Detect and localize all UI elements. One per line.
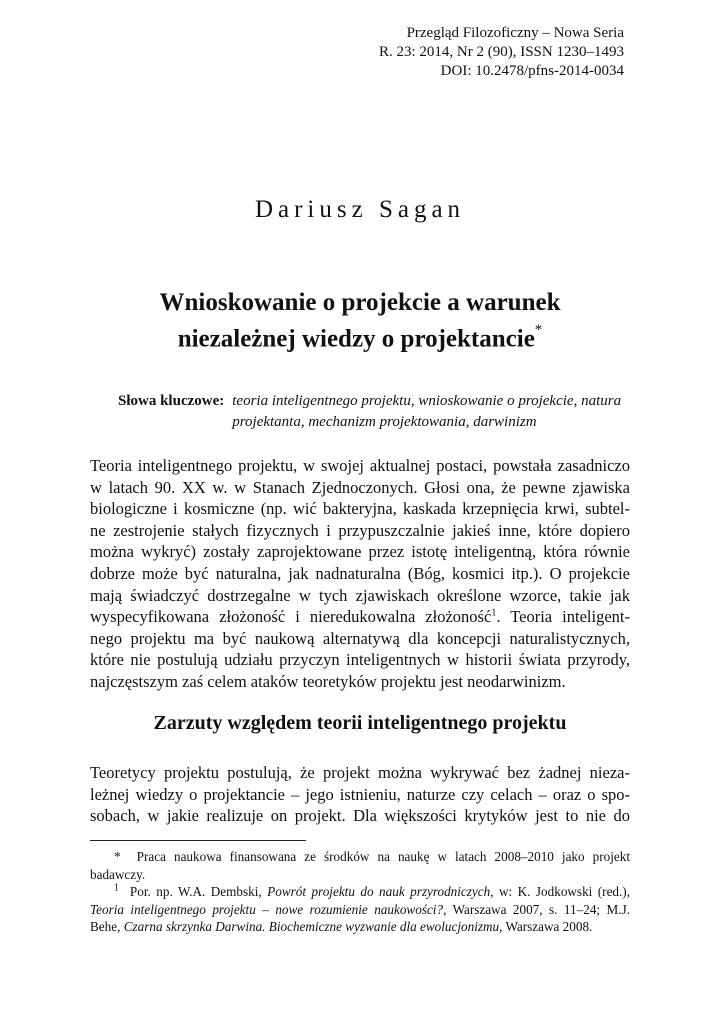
text-line: wyspecyfikowana złożoność i nieredukowalna złożoność$^1$. Teoria inteligent- [90,607,630,627]
text-line: najczęstszym zaś celem ataków teoretyków projektu jest neodarwinizm. [90,671,566,691]
footnotes [90,848,630,936]
footnote-1-cont: Teoria inteligentnego projektu – nowe rozumienie naukowości?, Warszawa 2007, s. 11–24; M.J. [90,901,630,917]
journal-header [379,24,624,81]
text-line: sobach, w jakie realizuje on projekt. Dla większości krytyków jest to nie do [90,806,630,826]
paragraph-objections [90,762,630,827]
text-line: Teoretycy projektu postulują, że projekt można wykrywać bez żadnej nieza- [90,763,630,782]
keywords [118,391,630,433]
text-line: ne zestrojenie stałych fizycznych i przypuszczalnie jakieś inne, które dopiero [90,520,630,540]
text-line: Teoria inteligentnego projektu, w swojej aktualnej postaci, powstała zasadniczo [90,456,630,475]
title-line-2: niezależnej wiedzy o projektancie* [177,322,543,353]
title-line-1: Wnioskowanie o projekcie a warunek [159,289,561,316]
text-line: w latach 90. XX w. w Stanach Zjednoczonych. Głosi ona, że pewne zjawiska [90,477,630,497]
text-line: można wykryć) zostały zaprojektowane przez istotę inteligentną, która równie [90,542,630,562]
text-line: mają świadczyć dostrzegalne w tych zjawiskach określone wzorce, takie jak [90,585,630,605]
section-heading: Zarzuty względem teorii inteligentnego projektu [153,712,567,734]
title-footnote-mark: * [534,322,543,338]
paragraph-intro [90,455,630,693]
journal-issue: R. 23: 2014, Nr 2 (90), ISSN 1230–1493 [378,44,624,60]
author-name: Dariusz Sagan [254,196,466,223]
article-title [90,288,630,354]
footnote-star-cont: badawczy. [90,866,146,882]
footnote-divider [90,840,306,841]
footnote-1: $^1$ Por. np. W.A. Dembski, Powrót projektu do nauk przyrodniczych, w: K. Jodkowski (red.), [114,882,630,899]
footnote-ref-1[interactable]: 1 [491,607,497,619]
text-line: nego projektu ma być naukową alternatywą dla koncepcji naturalistycznych, [90,628,630,648]
doi: DOI: 10.2478/pfns-2014-0034 [440,63,624,79]
text-line: dobrze może być naturalna, jak nadnaturalna (Bóg, kosmici itp.). O projekcie [90,563,630,583]
journal-name: Przegląd Filozoficzny – Nowa Seria [406,25,624,41]
text-line: które nie postulują udziału przyczyn inteligentnych w historii świata przyrody, [90,650,630,670]
footnote-star: * Praca naukowa finansowana ze środków na naukę w latach 2008–2010 jako projekt [114,849,630,864]
text-line: biologiczne i kosmiczne (np. wić bakteryjna, kaskada krzepnięcia krwi, subtel- [90,499,630,519]
footnote-1-cont: Behe, Czarna skrzynka Darwina. Biochemiczne wyzwanie dla ewolucjonizmu, Warszawa 2008. [90,919,593,934]
text-line: leżnej wiedzy o projektancie – jego istnieniu, naturze czy celach – oraz o spo- [90,784,630,804]
keywords-label: Słowa kluczowe: [118,393,225,409]
keywords-list: teoria inteligentnego projektu, wnioskowanie o projekcie, natura projektanta, mechanizm projektowania, darwinizm [232,393,622,430]
